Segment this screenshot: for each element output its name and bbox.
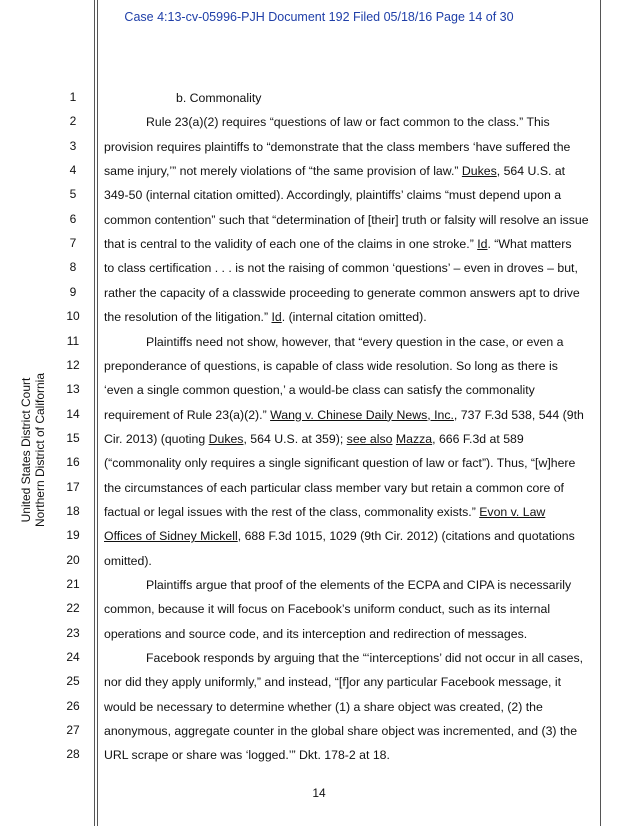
line-number: 7 <box>69 236 77 251</box>
citation-underlined: see also <box>346 431 393 446</box>
line-text <box>104 161 565 181</box>
line-number: 9 <box>69 284 77 299</box>
text-segment: , 666 F.3d at 589 <box>432 431 524 446</box>
pleading-line <box>0 599 638 623</box>
text-segment: ‘even a single common question,’ a would-be class can satisfy the commonality <box>104 383 535 398</box>
line-text <box>104 551 152 571</box>
line-text <box>104 478 564 498</box>
text-segment: 349-50 (internal citation omitted). Accordingly, plaintiffs’ claims “must depend upon a <box>104 188 562 203</box>
line-number: 19 <box>66 528 80 543</box>
pleading-line <box>0 88 638 112</box>
citation-underlined: Wang v. Chinese Daily News, Inc. <box>270 407 454 422</box>
text-segment: , 564 U.S. at 359); <box>243 431 347 446</box>
text-segment: b. Commonality <box>176 91 262 105</box>
citation-underlined: Evon v. Law <box>479 504 546 519</box>
pleading-line <box>0 356 638 380</box>
pleading-line <box>0 307 638 331</box>
line-text <box>104 283 580 303</box>
line-number: 13 <box>66 382 80 397</box>
citation-underlined: Offices of Sidney Mickell <box>104 529 238 544</box>
line-number: 28 <box>66 747 80 762</box>
pleading-line <box>0 405 638 429</box>
text-segment: . “What matters <box>487 237 572 252</box>
text-segment: operations and source code, and its interception and redirection of messages. <box>104 626 528 641</box>
line-text <box>104 258 578 278</box>
line-number: 14 <box>66 406 80 421</box>
line-text <box>104 210 589 230</box>
line-text <box>104 745 390 765</box>
line-number: 1 <box>69 90 77 104</box>
line-text <box>104 137 570 157</box>
text-segment: would be necessary to determine whether (1) a share object was created, (2) the <box>104 699 543 714</box>
text-segment: same injury,’” not merely violations of “the same provision of law.” <box>104 164 462 179</box>
text-segment: (“commonality only requires a single significant question of law or fact”). Thus, “[w]here <box>104 456 576 471</box>
citation-underlined: Id <box>477 237 488 252</box>
text-segment: provision requires plaintiffs to “demonstrate that the class members ‘have suffered the <box>104 139 571 154</box>
pleading-line <box>0 526 638 550</box>
pleading-line <box>0 380 638 404</box>
pleading-line <box>0 745 638 769</box>
line-text <box>104 405 584 425</box>
text-segment: Facebook responds by arguing that the “‘interceptions’ did not occur in all cases, <box>146 651 584 666</box>
pleading-line <box>0 551 638 575</box>
text-segment: URL scrape or share was ‘logged.’” Dkt. 178-2 at 18. <box>104 748 390 763</box>
pleading-line <box>0 502 638 526</box>
line-number: 8 <box>69 260 77 275</box>
court-name: United States District Court <box>19 377 33 523</box>
line-text <box>176 88 261 108</box>
line-number: 3 <box>69 138 77 153</box>
citation-underlined: Dukes <box>208 431 244 446</box>
text-segment: common, because it will focus on Facebook’s uniform conduct, such as its internal <box>104 602 551 617</box>
line-text <box>104 697 543 717</box>
pleading-line <box>0 624 638 648</box>
text-segment: the resolution of the litigation.” <box>104 310 272 325</box>
line-text <box>104 453 575 473</box>
citation-underlined: Id <box>271 310 282 325</box>
line-text <box>104 624 527 644</box>
line-text <box>146 112 550 132</box>
line-number: 5 <box>69 187 77 202</box>
line-number: 26 <box>66 698 80 713</box>
text-segment: nor did they apply uniformly,” and instead, “[f]or any particular Facebook message, it <box>104 675 562 690</box>
pleading-line <box>0 185 638 209</box>
citation-underlined: Dukes <box>461 164 497 179</box>
line-text <box>104 502 545 522</box>
text-segment: , 737 F.3d 538, 544 (9th <box>453 407 584 422</box>
text-segment: factual or legal issues with the rest of the class, commonality exists.” <box>104 504 480 519</box>
line-number: 15 <box>66 430 80 445</box>
citation-underlined: Mazza <box>395 431 433 446</box>
line-number: 2 <box>69 114 77 129</box>
line-text <box>104 234 572 254</box>
pleading-line <box>0 648 638 672</box>
pleading-line <box>0 161 638 185</box>
pleading-line <box>0 234 638 258</box>
line-number: 6 <box>69 211 77 226</box>
line-number: 16 <box>66 455 80 470</box>
text-segment: Rule 23(a)(2) requires “questions of law or fact common to the class.” This <box>146 115 550 130</box>
line-text <box>104 599 550 619</box>
line-number: 18 <box>66 503 80 518</box>
pleading-line <box>0 697 638 721</box>
court-district: Northern District of California <box>33 372 47 528</box>
text-segment: common contention” such that “determination of [their] truth or falsity will resolve an issue <box>104 212 589 227</box>
text-segment: , 564 U.S. at <box>496 164 566 179</box>
text-segment: that is central to the validity of each one of the claims in one stroke.” <box>104 237 478 252</box>
line-number: 27 <box>66 723 80 738</box>
line-number: 24 <box>66 650 80 665</box>
text-segment: rather the capacity of a classwide proceeding to generate common answers apt to drive <box>104 285 580 300</box>
pleading-line <box>0 283 638 307</box>
pleading-line <box>0 478 638 502</box>
text-segment: Plaintiffs need not show, however, that “every question in the case, or even a <box>146 334 564 349</box>
text-segment: the circumstances of each particular class member vary but retain a common core of <box>104 480 564 495</box>
text-segment: preponderance of questions, is capable of class wide resolution. So long as there is <box>104 358 558 373</box>
page-number: 14 <box>312 786 326 800</box>
line-text <box>146 575 571 595</box>
text-segment: requirement of Rule 23(a)(2).” <box>104 407 271 422</box>
line-text <box>104 721 577 741</box>
text-segment: Plaintiffs argue that proof of the elements of the ECPA and CIPA is necessarily <box>146 578 572 592</box>
pleading-line <box>0 332 638 356</box>
pleading-line <box>0 137 638 161</box>
text-segment: omitted). <box>104 553 152 568</box>
line-number: 4 <box>69 163 77 178</box>
pleading-line <box>0 210 638 234</box>
line-number: 17 <box>66 479 80 494</box>
pleading-line <box>0 453 638 477</box>
pleading-line <box>0 575 638 599</box>
line-text <box>104 307 427 327</box>
line-number: 21 <box>66 577 80 591</box>
text-segment: . (internal citation omitted). <box>281 310 427 325</box>
line-text <box>104 672 561 692</box>
line-text <box>104 380 535 400</box>
line-text <box>146 648 583 668</box>
case-header: Case 4:13-cv-05996-PJH Document 192 Filed 05/18/16 Page 14 of 30 <box>124 10 514 24</box>
pleading-line <box>0 429 638 453</box>
text-segment: anonymous, aggregate counter in the global share object was incremented, and (3) the <box>104 724 578 739</box>
pleading-line <box>0 721 638 745</box>
line-text <box>104 429 524 449</box>
line-number: 11 <box>66 333 80 348</box>
line-number: 12 <box>66 357 80 372</box>
line-text <box>104 526 575 546</box>
line-number: 23 <box>66 625 80 640</box>
line-text <box>104 356 558 376</box>
pleading-line <box>0 672 638 696</box>
pleading-line <box>0 258 638 282</box>
pleading-line <box>0 112 638 136</box>
line-number: 10 <box>66 309 80 324</box>
text-segment: Cir. 2013) (quoting <box>104 431 209 446</box>
line-text <box>146 332 563 352</box>
text-segment: , 688 F.3d 1015, 1029 (9th Cir. 2012) (citations and quotations <box>237 529 575 544</box>
line-text <box>104 185 561 205</box>
text-segment: to class certification . . . is not the raising of common ‘questions’ – even in droves – but, <box>104 261 578 276</box>
line-number: 20 <box>66 552 80 567</box>
line-number: 25 <box>66 674 80 689</box>
line-number: 22 <box>66 601 80 616</box>
